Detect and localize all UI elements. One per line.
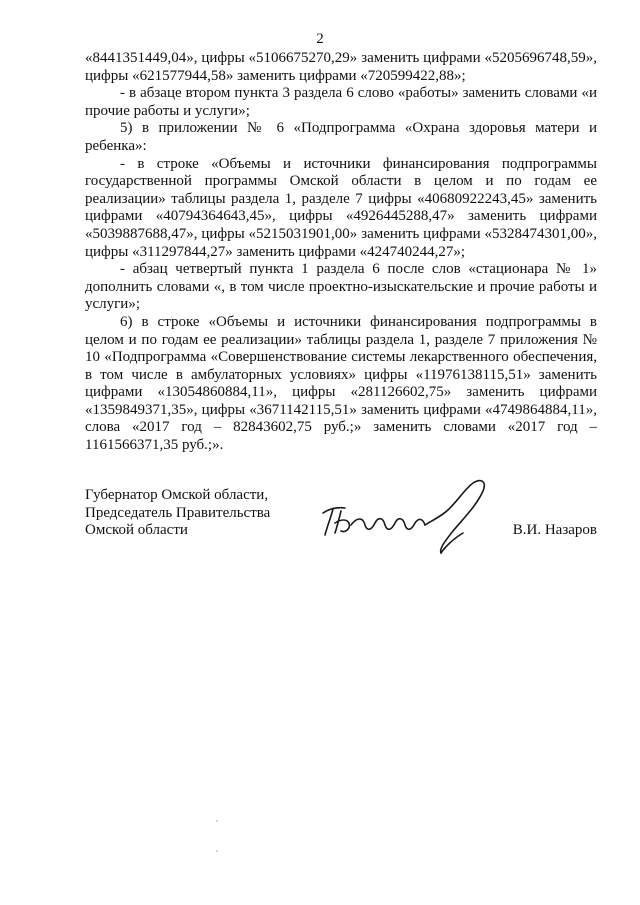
- signer-title-line: Губернатор Омской области,: [85, 487, 269, 503]
- paragraph-item-5: 5) в приложении № 6 «Подпрограмма «Охрана здоровья матери и ребенка»:: [85, 120, 597, 154]
- paragraph-item: - в строке «Объемы и источники финансирования подпрограммы государственной программы Омской области в целом и по годам ее реализации» таблицы раздела 1, разделе 7 цифры «40680922243,45» заменить цифрами «40794364643,45», цифры «4926445288,47» заменить цифрами «5039887688,47», цифры «5215031901,00» заменить цифрами «5328474301,00», цифры «311297844,27» заменить цифрами «424740244,27»;: [85, 155, 597, 260]
- signer-title-line: Председатель Правительства: [85, 504, 271, 521]
- paragraph-continuation: «8441351449,04», цифры «5106675270,29» заменить цифрами «5205696748,59», цифры «621577944,58» заменить цифрами «720599422,88»;: [85, 50, 597, 84]
- scan-artifact: [216, 820, 218, 822]
- handwritten-signature-icon: [315, 475, 515, 555]
- signer-title: [85, 487, 270, 540]
- document-body: [85, 50, 597, 455]
- paragraph-item-6: 6) в строке «Объемы и источники финансирования подпрограммы в целом и по годам ее реализации» таблицы раздела 1, разделе 7 приложения № 10 «Подпрограмма «Совершенствование системы лекарственного обеспечения, в том числе в амбулаторных условиях» цифры «11976138115,51» заменить цифрами «13054860884,11», цифры «281126602,75» заменить цифрами «1359849371,35», цифры «3671142115,51» заменить цифрами «4749864884,11», слова «2017 год – 82843602,75 руб.;» заменить словами «2017 год – 1161566371,35 руб.;».: [85, 313, 597, 454]
- signature-block: [85, 487, 597, 567]
- page-number: 2: [316, 31, 324, 47]
- paragraph-item: - в абзаце втором пункта 3 раздела 6 слово «работы» заменить словами «и прочие работы и услуги»;: [85, 85, 597, 119]
- signer-title-line: Омской области: [85, 522, 188, 539]
- scan-artifact: [216, 850, 218, 852]
- signer-name: В.И. Назаров: [512, 522, 597, 538]
- paragraph-item: - абзац четвертый пункта 1 раздела 6 после слов «стационара № 1» дополнить словами «, в том числе проектно-изыскательские и прочие работы и услуги»;: [85, 261, 597, 313]
